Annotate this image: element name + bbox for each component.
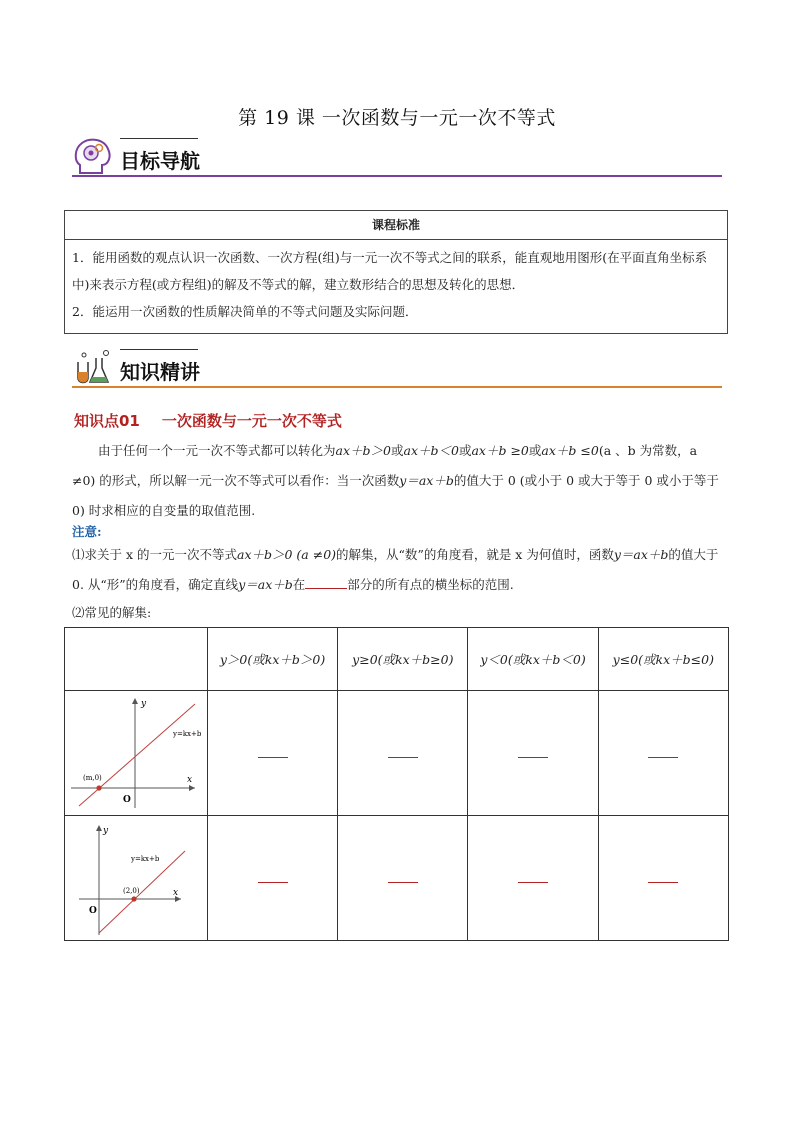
- answer-cell[interactable]: [207, 691, 337, 816]
- section-header-goals: [72, 137, 722, 177]
- formula: ax＋b ≥0: [471, 443, 529, 458]
- table-header: y＜0(或kx＋b＜0): [468, 628, 598, 691]
- table-header: y≤0(或kx＋b≤0): [598, 628, 728, 691]
- course-standards-box: [64, 210, 728, 334]
- brain-gears-icon: [72, 137, 114, 177]
- section-header-knowledge: [72, 348, 722, 388]
- answer-cell[interactable]: [207, 816, 337, 941]
- formula: y＝ax＋b: [238, 577, 293, 592]
- answer-cell[interactable]: [468, 816, 598, 941]
- answer-cell[interactable]: [468, 691, 598, 816]
- line-label: y=kx+b: [173, 730, 202, 738]
- note-paragraph-2: ⑵常见的解集:: [72, 605, 152, 620]
- fill-blank[interactable]: [305, 576, 347, 589]
- text: ⑴求关于 x 的一元一次不等式: [72, 547, 237, 562]
- solution-table: [64, 627, 729, 941]
- text: 的解集，从“数”的角度看，就是 x 为何值时，函数: [336, 547, 614, 562]
- section-title-goals: 目标导航: [120, 149, 200, 173]
- knowledge-point-title: [74, 410, 342, 431]
- point-label: (m,0): [83, 774, 102, 782]
- standard-item-1: 1．能用函数的观点认识一次函数、一次方程(组)与一元一次不等式之间的联系，能直观地用图形(在平面直角坐标系中)来表示方程(或方程组)的解及不等式的解，建立数形结合的思想及转化的思想．: [72, 250, 708, 292]
- formula: ax＋b＞0 (a ≠0): [237, 547, 337, 562]
- text: 在: [292, 577, 306, 592]
- answer-cell[interactable]: [338, 816, 468, 941]
- formula: y＝ax＋b: [613, 547, 669, 562]
- answer-cell[interactable]: [598, 816, 728, 941]
- table-header: y≥0(或kx＋b≥0): [338, 628, 468, 691]
- text: 的值大于 0 (或小于 0 或大于等于 0 或小于等于 0) 时求相应的自变量的取值范围.: [72, 473, 719, 518]
- origin-label: O: [89, 906, 97, 916]
- text: 的值大于 0. 从“形”的角度看，确定直线: [72, 547, 719, 592]
- origin-label: O: [123, 795, 131, 805]
- axis-label-y: y: [141, 699, 147, 709]
- divider: [72, 175, 722, 177]
- answer-cell[interactable]: [598, 691, 728, 816]
- text: 部分的所有点的横坐标的范围.: [347, 577, 514, 592]
- line-label: y=kx+b: [131, 855, 160, 863]
- axis-label-x: x: [187, 775, 193, 785]
- standard-item-2: 2．能运用一次函数的性质解决简单的不等式问题及实际问题．: [72, 304, 418, 319]
- standards-header: 课程标准: [65, 211, 727, 240]
- point-label: (2,0): [123, 887, 140, 895]
- page-title: 第 19 课 一次函数与一元一次不等式: [238, 107, 556, 129]
- intro-paragraph: [72, 436, 722, 526]
- text: 或: [528, 443, 542, 458]
- text: (a 、b 为常数，a ≠0) 的形式，所以解一元一次不等式可以看作：当一次函数: [72, 443, 698, 488]
- graph-cell-increasing: [65, 691, 208, 816]
- text: 或: [390, 443, 404, 458]
- table-corner-cell: [65, 628, 208, 691]
- formula: ax＋b ≤0: [541, 443, 599, 458]
- formula: ax＋b＞0: [335, 443, 391, 458]
- note-paragraph-1: [72, 540, 722, 600]
- axis-label-x: x: [173, 888, 179, 898]
- note-label: 注意:: [72, 524, 102, 539]
- formula: y＝ax＋b: [399, 473, 454, 488]
- axis-label-y: y: [103, 826, 109, 836]
- answer-cell[interactable]: [338, 691, 468, 816]
- graph-cell-increasing-2: [65, 816, 208, 941]
- table-header: y＞0(或kx＋b＞0): [207, 628, 337, 691]
- graph-increasing-line: [65, 692, 205, 814]
- text: 或: [458, 443, 472, 458]
- section-title-knowledge: 知识精讲: [120, 360, 200, 384]
- formula: ax＋b＜0: [403, 443, 459, 458]
- lab-flask-icon: [72, 348, 114, 388]
- knowledge-point-name: 一次函数与一元一次不等式: [161, 412, 342, 430]
- knowledge-point-number: 知识点01: [74, 412, 140, 430]
- text: 由于任何一个一元一次不等式都可以转化为: [98, 443, 336, 458]
- graph-line-through-2: [65, 817, 205, 939]
- divider: [72, 386, 722, 388]
